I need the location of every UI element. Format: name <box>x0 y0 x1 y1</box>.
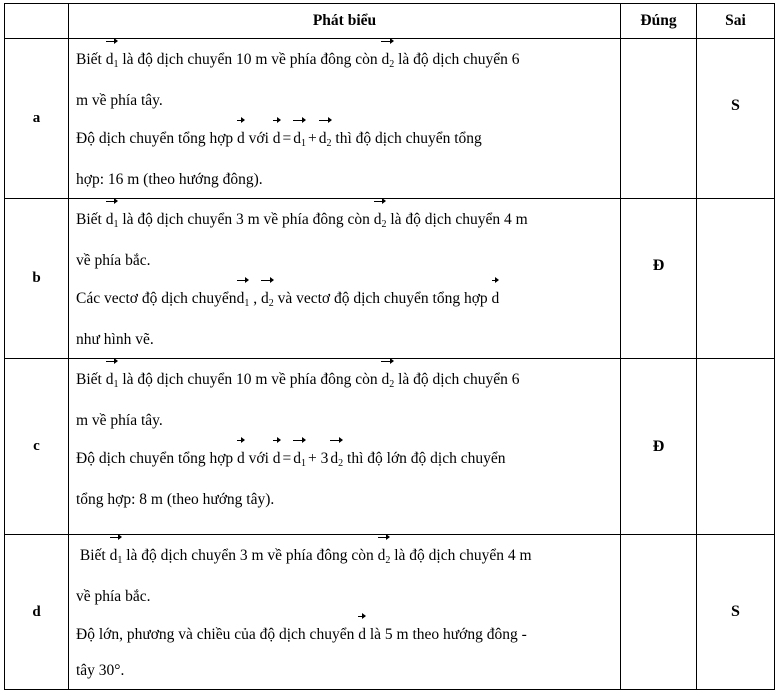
true-mark: Đ <box>621 199 697 359</box>
vector-symbol <box>492 279 500 317</box>
vector-symbol <box>273 439 281 477</box>
statement-cell <box>69 535 621 690</box>
header-false: Sai <box>697 4 775 39</box>
text: là độ dịch chuyển 6 <box>394 51 520 68</box>
vector-subscript: 1 <box>113 219 119 230</box>
equals-sign: = <box>282 450 292 467</box>
vector-letter: d <box>381 51 390 68</box>
row-label: a <box>5 39 69 199</box>
vector-subscript: 2 <box>268 298 274 309</box>
vector-symbol <box>261 279 274 322</box>
statement-line <box>76 535 614 579</box>
text: Biết <box>76 547 110 564</box>
statement-line: về phía bắc. <box>76 252 151 269</box>
equals-sign: = <box>282 130 292 147</box>
vector-letter: d <box>272 130 281 147</box>
statement-cell <box>69 199 621 359</box>
row-label: b <box>5 199 69 359</box>
statement-line <box>76 199 614 243</box>
vector-subscript: 2 <box>385 555 391 566</box>
text: Độ lớn, phương và chiều của độ dịch chuyển <box>76 626 359 643</box>
header-true: Đúng <box>621 4 697 39</box>
statement-line <box>76 615 614 653</box>
statement-line <box>76 119 614 162</box>
vector-subscript: 2 <box>389 379 395 390</box>
vector-letter: d <box>358 626 366 643</box>
text: là độ dịch chuyển 3 m về phía đông còn <box>122 547 378 564</box>
false-mark <box>697 199 775 359</box>
vector-letter: d <box>105 51 114 68</box>
vector-subscript: 1 <box>113 59 119 70</box>
vector-letter: d <box>491 290 500 307</box>
vector-symbol <box>237 279 250 322</box>
vector-letter: d <box>105 211 114 228</box>
vector-symbol <box>293 439 306 482</box>
text: và vectơ độ dịch chuyển tổng hợp <box>273 290 492 307</box>
false-mark <box>697 359 775 535</box>
text: Độ dịch chuyển tổng hợp <box>76 130 238 147</box>
true-mark <box>621 535 697 690</box>
text: là độ dịch chuyển 6 <box>394 371 520 388</box>
vector-symbol <box>358 615 366 653</box>
text: là độ dịch chuyển 10 m về phía đông còn <box>118 371 382 388</box>
vector-subscript: 1 <box>117 555 123 566</box>
vector-symbol <box>381 360 394 403</box>
text: , <box>249 290 261 307</box>
vector-subscript: 2 <box>381 219 387 230</box>
text: là 5 m theo hướng đông - <box>365 626 527 643</box>
statement-line <box>76 359 614 403</box>
statement-line <box>76 439 614 482</box>
true-mark: Đ <box>621 359 697 535</box>
row-label: d <box>5 535 69 690</box>
statement-line <box>76 279 614 322</box>
table-row <box>5 39 775 199</box>
vector-letter: d <box>236 290 245 307</box>
text: là độ dịch chuyển 4 m <box>390 547 532 564</box>
text: Độ dịch chuyển tổng hợp <box>76 450 238 467</box>
vector-letter: d <box>105 371 114 388</box>
vector-subscript: 1 <box>244 298 250 309</box>
vector-letter: d <box>377 547 386 564</box>
false-mark: S <box>697 39 775 199</box>
vector-symbol <box>237 119 245 157</box>
plus-sign: + <box>308 130 317 147</box>
statement-line: hợp: 16 m (theo hướng đông). <box>76 171 263 188</box>
vector-letter: d <box>330 450 339 467</box>
text: là độ dịch chuyển 4 m <box>386 211 528 228</box>
true-mark <box>621 39 697 199</box>
vector-symbol <box>106 40 119 83</box>
false-mark: S <box>697 535 775 690</box>
text: Biết <box>76 51 106 68</box>
vector-symbol <box>273 119 281 157</box>
vector-letter: d <box>260 290 269 307</box>
vector-subscript: 2 <box>338 458 344 469</box>
vector-symbol <box>381 40 394 83</box>
vector-symbol <box>110 536 123 579</box>
table-row <box>5 535 775 690</box>
text: thì độ dịch chuyển tổng <box>331 130 482 147</box>
true-false-table <box>4 3 775 690</box>
text: với <box>244 450 273 467</box>
statement-cell <box>69 39 621 199</box>
text: với <box>244 130 273 147</box>
vector-letter: d <box>237 450 245 467</box>
vector-subscript: 1 <box>301 458 307 469</box>
text: thì độ lớn độ dịch chuyển <box>343 450 506 467</box>
row-label: c <box>5 359 69 535</box>
header-statement: Phát biểu <box>69 4 621 39</box>
text: Biết <box>76 371 106 388</box>
vector-letter: d <box>237 130 245 147</box>
statement-line <box>76 39 614 83</box>
vector-symbol <box>374 200 387 243</box>
text: Biết <box>76 211 106 228</box>
text: Các vectơ độ dịch chuyển <box>76 290 237 307</box>
vector-subscript: 2 <box>389 59 395 70</box>
plus-sign: + 3 <box>308 450 329 467</box>
text: là độ dịch chuyển 10 m về phía đông còn <box>118 51 382 68</box>
vector-letter: d <box>381 371 390 388</box>
statement-line: như hình vẽ. <box>76 331 154 348</box>
vector-symbol <box>330 439 343 482</box>
header-row <box>5 4 775 39</box>
statement-cell <box>69 359 621 535</box>
vector-subscript: 2 <box>326 138 332 149</box>
vector-symbol <box>237 439 245 477</box>
vector-letter: d <box>109 547 118 564</box>
vector-letter: d <box>272 450 281 467</box>
vector-subscript: 1 <box>113 379 119 390</box>
vector-symbol <box>293 119 306 162</box>
text: là độ dịch chuyển 3 m về phía đông còn <box>118 211 374 228</box>
vector-letter: d <box>373 211 382 228</box>
statement-line: tổng hợp: 8 m (theo hướng tây). <box>76 491 275 508</box>
header-blank <box>5 4 69 39</box>
vector-symbol <box>319 119 332 162</box>
table-row <box>5 199 775 359</box>
statement-line: về phía bắc. <box>76 588 151 605</box>
statement-line: tây 30°. <box>76 662 125 679</box>
vector-symbol <box>378 536 391 579</box>
statement-line: m về phía tây. <box>76 92 163 109</box>
statement-line: m về phía tây. <box>76 412 163 429</box>
vector-symbol <box>106 360 119 403</box>
table-row <box>5 359 775 535</box>
vector-subscript: 1 <box>301 138 307 149</box>
vector-symbol <box>106 200 119 243</box>
vector-letter: d <box>318 130 327 147</box>
vector-letter: d <box>293 450 302 467</box>
vector-letter: d <box>293 130 302 147</box>
